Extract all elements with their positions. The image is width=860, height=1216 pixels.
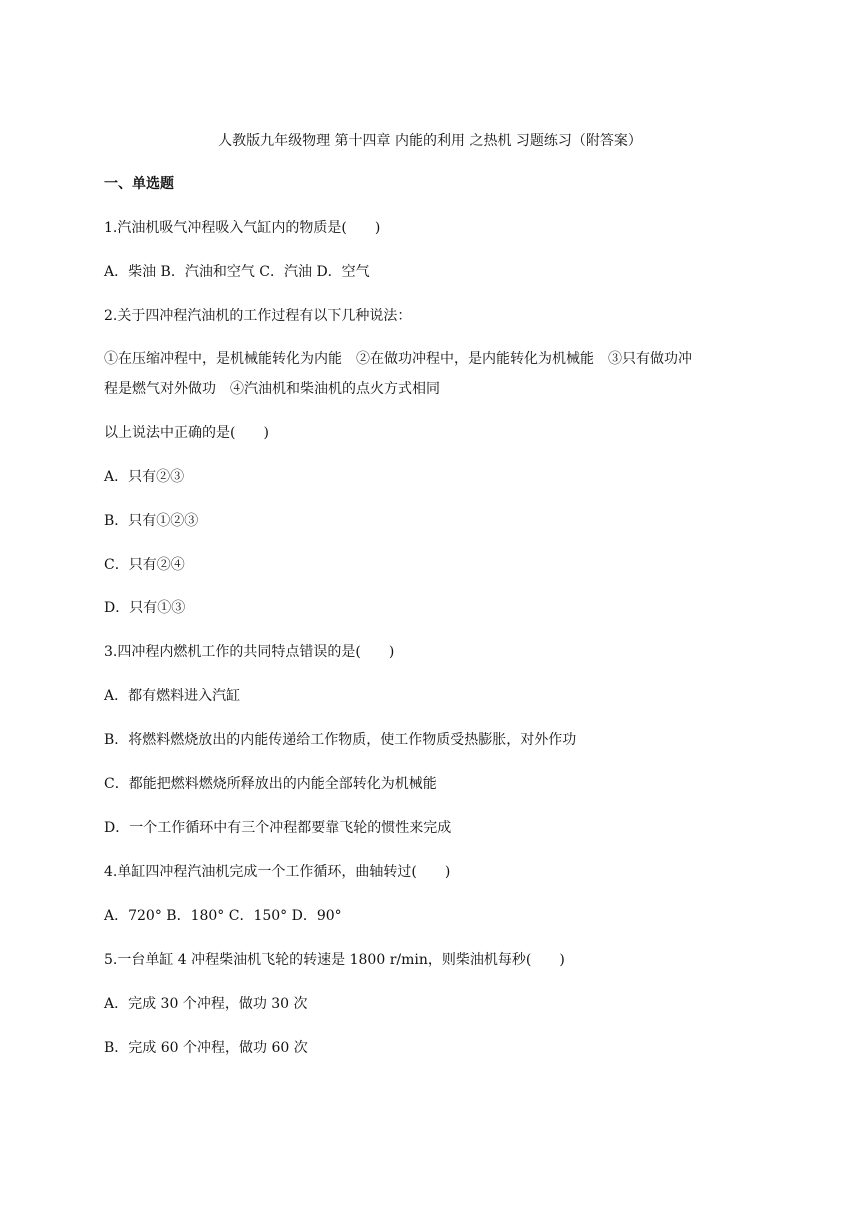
question-3-option-b: B．将燃料燃烧放出的内能传递给工作物质，使工作物质受热膨胀，对外作功	[104, 732, 577, 748]
question-3-option-c: C．都能把燃料燃烧所释放出的内能全部转化为机械能	[104, 776, 437, 792]
question-4-stem: 4.单缸四冲程汽油机完成一个工作循环，曲轴转过( )	[104, 864, 451, 880]
question-3-stem: 3.四冲程内燃机工作的共同特点错误的是( )	[104, 644, 395, 660]
question-2-option-c: C．只有②④	[104, 557, 185, 573]
question-2-statements-line-1: ①在压缩冲程中，是机械能转化为内能 ②在做功冲程中，是内能转化为机械能 ③只有做功冲	[104, 351, 692, 367]
question-5-option-a: A．完成 30 个冲程，做功 30 次	[104, 996, 308, 1012]
question-5-stem: 5.一台单缸 4 冲程柴油机飞轮的转速是 1800 r/min，则柴油机每秒( )	[104, 952, 565, 968]
document-title: 人教版九年级物理 第十四章 内能的利用 之热机 习题练习（附答案）	[218, 133, 642, 149]
question-2-stem: 2.关于四冲程汽油机的工作过程有以下几种说法：	[104, 308, 412, 324]
question-2-option-a: A．只有②③	[104, 469, 185, 485]
question-2-prompt: 以上说法中正确的是( )	[104, 425, 269, 441]
question-2-option-b: B．只有①②③	[104, 513, 199, 529]
section-heading: 一、单选题	[104, 176, 174, 192]
question-4-options: A．720° B．180° C．150° D．90°	[104, 908, 342, 924]
question-5-option-b: B．完成 60 个冲程，做功 60 次	[104, 1040, 308, 1056]
question-2-statements-line-2: 程是燃气对外做功 ④汽油机和柴油机的点火方式相同	[104, 381, 440, 397]
question-1-stem: 1.汽油机吸气冲程吸入气缸内的物质是( )	[104, 220, 381, 236]
question-1-options: A．柴油 B．汽油和空气 C．汽油 D．空气	[104, 264, 370, 280]
question-3-option-d: D．一个工作循环中有三个冲程都要靠飞轮的惯性来完成	[104, 820, 452, 836]
question-2-option-d: D．只有①③	[104, 600, 186, 616]
question-3-option-a: A．都有燃料进入汽缸	[104, 688, 241, 704]
